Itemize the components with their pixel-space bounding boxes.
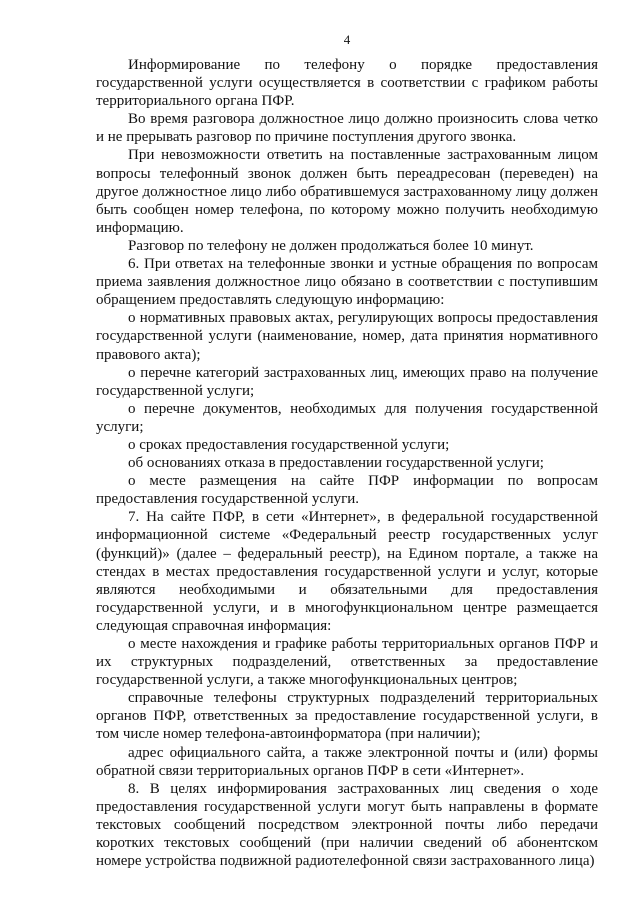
paragraph: справочные телефоны структурных подразделений территориальных органов ПФР, ответственных за предоставление государственной услуги, в том числе номер телефона-автоинформатора (при наличии);: [96, 690, 598, 743]
paragraph: о нормативных правовых актах, регулирующих вопросы предоставления государственной услуги (наименование, номер, дата принятия нормативного правового акта);: [96, 310, 598, 363]
paragraph: адрес официального сайта, а также электронной почты и (или) формы обратной связи территориальных органов ПФР в сети «Интернет».: [96, 744, 598, 779]
paragraph: Во время разговора должностное лицо должно произносить слова четко и не прерывать разговор по причине поступления другого звонка.: [96, 111, 598, 146]
paragraph: 6. При ответах на телефонные звонки и устные обращения по вопросам приема заявления должностное лицо обязано в соответствии с поступившим обращением предоставлять следующую информацию:: [96, 256, 598, 309]
document-body: [96, 56, 598, 870]
paragraph: о месте размещения на сайте ПФР информации по вопросам предоставления государственной услуги.: [96, 473, 598, 508]
paragraph: 8. В целях информирования застрахованных лиц сведения о ходе предоставления государственной услуги могут быть направлены в формате текстовых сообщений посредством электронной почты либо передачи коротких текстовых сообщений (при наличии сведений об абонентском номере устройства подвижной радиотелефонной связи застрахованного лица): [96, 780, 598, 870]
paragraph: При невозможности ответить на поставленные застрахованным лицом вопросы телефонный звонок должен быть переадресован (переведен) на другое должностное лицо либо обратившемуся застрахованному лицу должен быть сообщен номер телефона, по которому можно получить необходимую информацию.: [96, 147, 598, 236]
paragraph: Разговор по телефону не должен продолжаться более 10 минут.: [128, 237, 534, 254]
paragraph: о сроках предоставления государственной услуги;: [128, 436, 450, 453]
page-number: 4: [343, 32, 351, 47]
paragraph: об основаниях отказа в предоставлении государственной услуги;: [128, 455, 544, 472]
paragraph: о месте нахождения и графике работы территориальных органов ПФР и их структурных подразделений, ответственных за предоставление государственной услуги, а также многофункциональных центров;: [96, 636, 598, 689]
paragraph: о перечне документов, необходимых для получения государственной услуги;: [96, 400, 598, 435]
paragraph: Информирование по телефону о порядке предоставления государственной услуги осуществляется в соответствии с графиком работы территориального органа ПФР.: [96, 57, 598, 110]
paragraph: о перечне категорий застрахованных лиц, имеющих право на получение государственной услуги;: [96, 364, 598, 399]
paragraph: 7. На сайте ПФР, в сети «Интернет», в федеральной государственной информационной системе «Федеральный реестр государственных услуг (функций)» (далее – федеральный реестр), на Едином портале, а также на стендах в местах предоставления государственной услуги и услуг, которые являются необходимыми и обязательными для предоставления государственной услуги, и в многофункциональном центре размещается следующая справочная информация:: [96, 509, 598, 634]
